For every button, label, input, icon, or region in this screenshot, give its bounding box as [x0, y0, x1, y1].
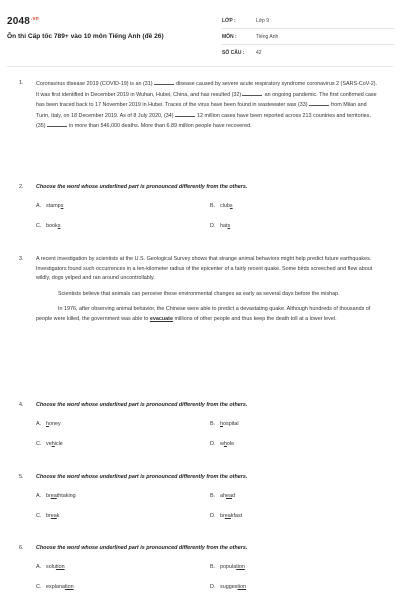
question-number: 1. [19, 80, 24, 86]
blank-32[interactable] [242, 90, 262, 96]
question-instruction: Choose the word whose underlined part is pronounced differently from the others. [36, 474, 248, 480]
option-b[interactable] [210, 202, 233, 212]
option-letter: C. [36, 512, 42, 519]
option-text: book [46, 222, 58, 229]
option-letter: B. [210, 202, 216, 209]
passage-paragraph [36, 305, 381, 324]
question-number: 2. [19, 184, 24, 190]
option-text: d [232, 492, 235, 499]
underlined-part: h [220, 420, 223, 427]
options-row [36, 563, 381, 575]
option-text: br [46, 512, 51, 519]
options-row [36, 202, 381, 214]
passage-text: disease caused by severe acute respiratory syndrome coronavirus 2 (SARS-CoV-2). It was first identified in December 2019 in Wuhan, Hubei, China, and has resulted (32) [36, 81, 378, 98]
option-text: ah [220, 492, 226, 499]
option-a[interactable] [36, 420, 61, 430]
option-letter: C. [36, 222, 42, 229]
underlined-part: s [227, 222, 231, 229]
option-d[interactable] [210, 222, 230, 232]
option-text: club [220, 202, 230, 209]
underlined-part: h [51, 440, 55, 447]
blank-35[interactable] [47, 121, 67, 127]
option-c[interactable] [36, 583, 74, 593]
question-instruction: Choose the word whose underlined part is pronounced differently from the others. [36, 402, 248, 408]
question-body [36, 401, 381, 452]
passage-text: millions of other people and thus keep the death toll at a lower level. [174, 315, 337, 322]
options-row [36, 222, 381, 234]
option-letter: D. [210, 512, 216, 519]
question-passage [36, 79, 381, 132]
option-letter: D. [210, 222, 216, 229]
passage-text: 12 million cases have been reported across 213 countries and territories, (35) [36, 112, 371, 130]
passage-text: from Milan and Turin, Italy, on 18 December 2019. As of 8 July 2020, (34) [36, 102, 367, 119]
option-d[interactable] [210, 440, 234, 450]
options-row [36, 492, 381, 504]
option-letter: B. [210, 492, 216, 499]
question-3 [19, 255, 381, 325]
question-body [36, 544, 381, 595]
underlined-part: s [60, 202, 64, 209]
question-2 [19, 183, 381, 234]
passage-paragraph: Scientists believe that animals can perceive these environmental changes as early as several days before the mishap. [58, 290, 340, 297]
option-b[interactable] [210, 563, 245, 573]
option-letter: C. [36, 583, 42, 590]
option-text: ole [226, 440, 235, 447]
option-a[interactable] [36, 202, 63, 212]
meta-label: LỚP : [222, 17, 236, 24]
options-row [36, 440, 381, 452]
underlined-part: tion [237, 583, 247, 590]
option-letter: A. [36, 202, 42, 209]
underlined-part: s [57, 222, 61, 229]
blank-33[interactable] [309, 100, 329, 106]
question-instruction: Choose the word whose underlined part is pronounced differently from the others. [36, 545, 248, 551]
document-meta-table [222, 13, 394, 60]
option-text: icle [54, 440, 63, 447]
option-text: ve [46, 440, 52, 447]
question-1 [19, 79, 381, 132]
option-letter: D. [210, 583, 216, 590]
option-text: popula [220, 563, 237, 570]
underlined-part: s [229, 202, 233, 209]
options-row [36, 512, 381, 524]
option-text: thtaking [56, 492, 76, 499]
option-text: solu [46, 563, 56, 570]
option-text: stamp [46, 202, 61, 209]
option-text: oney [49, 420, 61, 427]
option-letter: A. [36, 563, 42, 570]
option-text: br [220, 512, 225, 519]
option-c[interactable] [36, 222, 60, 232]
passage-text: In 1976, after observing animal behavior, the Chinese were able to predict a devastating quake. Although hundreds of thousands of people were killed, the government was able to [36, 306, 371, 322]
underlined-part: ea [50, 492, 57, 499]
option-text: hat [220, 222, 228, 229]
question-number: 4. [19, 402, 24, 408]
option-text: kfast [230, 512, 243, 519]
passage-text: in more than 546,000 deaths. More than 6.89 million people have recovered. [69, 123, 252, 130]
passage-paragraph: A recent investigation by scientists at the U.S. Geological Survey shows that strange animal behaviors might help predict future earthquakes. Investigators found such occurrences in a ten-kilometer radius of the epicenter of a fairly recent quake. Some birds screeched and flew about wildly, dogs yelped and ran around uncontrollably. [36, 256, 373, 282]
blank-31[interactable] [154, 79, 174, 85]
underlined-part: tion [236, 563, 245, 570]
underlined-part: tion [55, 563, 65, 570]
option-a[interactable] [36, 563, 65, 573]
options-row [36, 420, 381, 432]
meta-label: SỐ CÂU : [222, 49, 245, 56]
option-text: ospital [223, 420, 239, 427]
site-logo[interactable] [7, 16, 39, 27]
option-a[interactable] [36, 492, 76, 502]
question-number: 6. [19, 545, 24, 551]
option-c[interactable] [36, 440, 63, 450]
option-text: k [56, 512, 60, 519]
option-c[interactable] [36, 512, 60, 522]
question-body [36, 473, 381, 524]
underlined-part: ea [224, 512, 231, 519]
blank-34[interactable] [175, 111, 195, 117]
option-letter: A. [36, 492, 42, 499]
document-title: Ôn thi Cấp tốc 789+ vào 10 môn Tiếng Anh (đề 26) [7, 33, 164, 40]
underlined-word: evacuate [149, 315, 173, 322]
option-text: br [46, 492, 51, 499]
question-number: 5. [19, 474, 24, 480]
meta-label: MÔN : [222, 33, 237, 40]
logo-suffix: .vn [31, 16, 39, 22]
question-body [36, 183, 381, 234]
option-b[interactable] [210, 420, 239, 430]
question-5 [19, 473, 381, 524]
underlined-part: h [223, 440, 227, 447]
logo-text: 2048 [7, 16, 31, 27]
meta-row-subject [222, 29, 394, 45]
meta-row-question-count [222, 45, 394, 60]
meta-value: Tiếng Anh [256, 33, 279, 40]
question-6 [19, 544, 381, 595]
underlined-part: ea [50, 512, 57, 519]
underlined-part: h [46, 420, 49, 427]
question-4 [19, 401, 381, 452]
meta-row-grade [222, 13, 394, 29]
option-b[interactable] [210, 492, 235, 502]
option-text: sugges [220, 583, 238, 590]
option-letter: A. [36, 420, 42, 427]
option-d[interactable] [210, 512, 242, 522]
passage-text: Coronavirus disease 2019 (COVID-19) is an (31) [36, 81, 153, 87]
underlined-part: ea [226, 492, 232, 499]
option-letter: B. [210, 420, 216, 427]
option-letter: C. [36, 440, 42, 447]
header-divider [7, 66, 393, 67]
question-instruction: Choose the word whose underlined part is pronounced differently from the others. [36, 184, 248, 190]
option-text: explana [46, 583, 65, 590]
question-number: 3. [19, 256, 24, 262]
question-passage [36, 255, 381, 325]
passage-text: an ongoing pandemic. The first confirmed case has been traced back to 17 November 2019 in Hubei. Traces of the virus have been found in wastewater was (33) [36, 91, 377, 109]
option-letter: B. [210, 563, 216, 570]
underlined-part: tion [64, 583, 74, 590]
page-header [0, 0, 400, 62]
meta-value: 42 [256, 49, 262, 56]
option-text: w [220, 440, 224, 447]
options-row [36, 583, 381, 595]
meta-value: Lớp 9 [256, 17, 270, 24]
option-d[interactable] [210, 583, 246, 593]
option-letter: D. [210, 440, 216, 447]
